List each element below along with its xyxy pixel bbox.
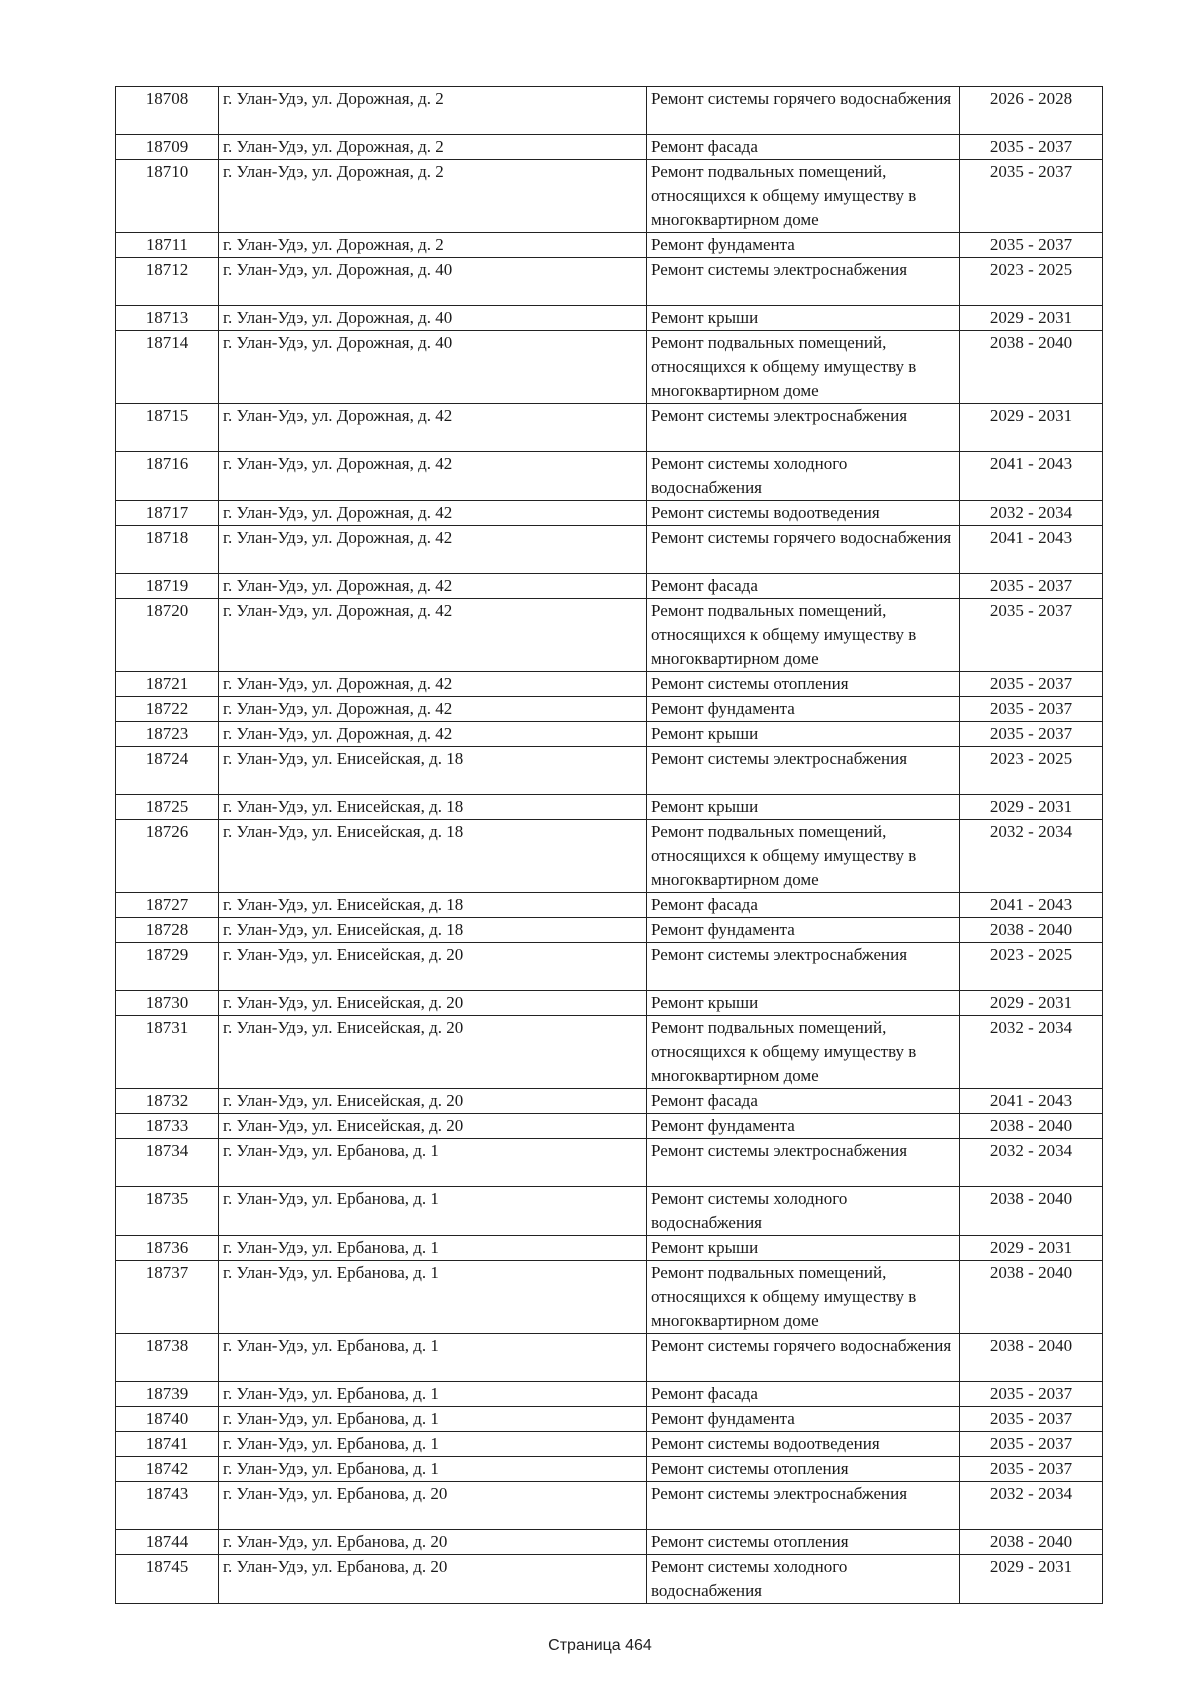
row-address: г. Улан-Удэ, ул. Дорожная, д. 2	[219, 87, 647, 135]
row-number: 18716	[116, 452, 219, 501]
row-number: 18742	[116, 1457, 219, 1482]
row-work-type: Ремонт крыши	[647, 795, 960, 820]
table-row	[116, 501, 1103, 526]
row-address: г. Улан-Удэ, ул. Енисейская, д. 20	[219, 1089, 647, 1114]
row-number: 18713	[116, 306, 219, 331]
row-work-type: Ремонт крыши	[647, 991, 960, 1016]
row-address: г. Улан-Удэ, ул. Енисейская, д. 18	[219, 820, 647, 893]
table-row	[116, 672, 1103, 697]
row-period: 2035 - 2037	[960, 599, 1103, 672]
row-address: г. Улан-Удэ, ул. Енисейская, д. 18	[219, 795, 647, 820]
row-address: г. Улан-Удэ, ул. Дорожная, д. 42	[219, 526, 647, 574]
row-period: 2035 - 2037	[960, 233, 1103, 258]
row-address: г. Улан-Удэ, ул. Дорожная, д. 2	[219, 233, 647, 258]
row-number: 18726	[116, 820, 219, 893]
row-work-type: Ремонт фундамента	[647, 697, 960, 722]
row-period: 2041 - 2043	[960, 1089, 1103, 1114]
table-row	[116, 893, 1103, 918]
row-address: г. Улан-Удэ, ул. Дорожная, д. 42	[219, 404, 647, 452]
row-period: 2038 - 2040	[960, 1261, 1103, 1334]
table-row	[116, 1261, 1103, 1334]
row-number: 18717	[116, 501, 219, 526]
table-row	[116, 747, 1103, 795]
row-address: г. Улан-Удэ, ул. Дорожная, д. 42	[219, 697, 647, 722]
row-address: г. Улан-Удэ, ул. Дорожная, д. 42	[219, 599, 647, 672]
row-number: 18725	[116, 795, 219, 820]
table-row	[116, 1334, 1103, 1382]
row-period: 2038 - 2040	[960, 1334, 1103, 1382]
row-address: г. Улан-Удэ, ул. Ербанова, д. 20	[219, 1482, 647, 1530]
table-row	[116, 1382, 1103, 1407]
row-address: г. Улан-Удэ, ул. Ербанова, д. 20	[219, 1530, 647, 1555]
row-number: 18744	[116, 1530, 219, 1555]
row-work-type: Ремонт крыши	[647, 722, 960, 747]
table-row	[116, 233, 1103, 258]
row-address: г. Улан-Удэ, ул. Енисейская, д. 18	[219, 747, 647, 795]
table-row	[116, 1457, 1103, 1482]
row-address: г. Улан-Удэ, ул. Енисейская, д. 20	[219, 1114, 647, 1139]
table-row	[116, 1407, 1103, 1432]
row-number: 18737	[116, 1261, 219, 1334]
row-work-type: Ремонт фасада	[647, 1382, 960, 1407]
row-period: 2035 - 2037	[960, 1382, 1103, 1407]
row-number: 18732	[116, 1089, 219, 1114]
row-period: 2023 - 2025	[960, 943, 1103, 991]
row-period: 2032 - 2034	[960, 1016, 1103, 1089]
table-row	[116, 1482, 1103, 1530]
table-row	[116, 1139, 1103, 1187]
table-row	[116, 943, 1103, 991]
table-row	[116, 404, 1103, 452]
row-work-type: Ремонт подвальных помещений, относящихся к общему имуществу в многоквартирном доме	[647, 160, 960, 233]
row-period: 2035 - 2037	[960, 722, 1103, 747]
row-number: 18739	[116, 1382, 219, 1407]
row-number: 18721	[116, 672, 219, 697]
row-work-type: Ремонт системы отопления	[647, 672, 960, 697]
row-period: 2035 - 2037	[960, 1407, 1103, 1432]
table-row	[116, 452, 1103, 501]
row-work-type: Ремонт системы электроснабжения	[647, 1482, 960, 1530]
row-address: г. Улан-Удэ, ул. Енисейская, д. 18	[219, 893, 647, 918]
row-number: 18729	[116, 943, 219, 991]
row-period: 2032 - 2034	[960, 501, 1103, 526]
row-work-type: Ремонт фасада	[647, 1089, 960, 1114]
row-number: 18709	[116, 135, 219, 160]
row-address: г. Улан-Удэ, ул. Дорожная, д. 40	[219, 331, 647, 404]
row-number: 18736	[116, 1236, 219, 1261]
row-address: г. Улан-Удэ, ул. Дорожная, д. 40	[219, 258, 647, 306]
row-address: г. Улан-Удэ, ул. Енисейская, д. 20	[219, 991, 647, 1016]
row-work-type: Ремонт системы электроснабжения	[647, 404, 960, 452]
row-number: 18731	[116, 1016, 219, 1089]
row-period: 2029 - 2031	[960, 306, 1103, 331]
row-number: 18720	[116, 599, 219, 672]
table-row	[116, 1236, 1103, 1261]
row-number: 18711	[116, 233, 219, 258]
row-number: 18735	[116, 1187, 219, 1236]
row-period: 2035 - 2037	[960, 1457, 1103, 1482]
row-period: 2029 - 2031	[960, 1236, 1103, 1261]
row-number: 18743	[116, 1482, 219, 1530]
row-period: 2029 - 2031	[960, 795, 1103, 820]
table-row	[116, 820, 1103, 893]
table-row	[116, 331, 1103, 404]
row-period: 2041 - 2043	[960, 526, 1103, 574]
table-row	[116, 697, 1103, 722]
page-number: Страница 464	[548, 1637, 652, 1654]
row-period: 2032 - 2034	[960, 1139, 1103, 1187]
row-work-type: Ремонт системы водоотведения	[647, 501, 960, 526]
table-row	[116, 1114, 1103, 1139]
row-work-type: Ремонт крыши	[647, 306, 960, 331]
row-address: г. Улан-Удэ, ул. Ербанова, д. 1	[219, 1457, 647, 1482]
row-work-type: Ремонт фундамента	[647, 1114, 960, 1139]
table-row	[116, 306, 1103, 331]
repair-schedule-table	[115, 86, 1103, 1604]
row-number: 18710	[116, 160, 219, 233]
row-period: 2035 - 2037	[960, 697, 1103, 722]
row-work-type: Ремонт подвальных помещений, относящихся к общему имуществу в многоквартирном доме	[647, 331, 960, 404]
row-work-type: Ремонт системы электроснабжения	[647, 943, 960, 991]
row-work-type: Ремонт фасада	[647, 135, 960, 160]
row-address: г. Улан-Удэ, ул. Ербанова, д. 1	[219, 1139, 647, 1187]
row-work-type: Ремонт подвальных помещений, относящихся к общему имуществу в многоквартирном доме	[647, 820, 960, 893]
row-number: 18730	[116, 991, 219, 1016]
row-number: 18723	[116, 722, 219, 747]
row-work-type: Ремонт системы водоотведения	[647, 1432, 960, 1457]
row-number: 18719	[116, 574, 219, 599]
table-row	[116, 87, 1103, 135]
row-number: 18718	[116, 526, 219, 574]
row-address: г. Улан-Удэ, ул. Ербанова, д. 1	[219, 1432, 647, 1457]
row-number: 18724	[116, 747, 219, 795]
row-work-type: Ремонт крыши	[647, 1236, 960, 1261]
row-number: 18741	[116, 1432, 219, 1457]
row-number: 18738	[116, 1334, 219, 1382]
row-address: г. Улан-Удэ, ул. Дорожная, д. 42	[219, 672, 647, 697]
table-row	[116, 1530, 1103, 1555]
table-body	[116, 87, 1103, 1604]
row-period: 2029 - 2031	[960, 404, 1103, 452]
row-number: 18740	[116, 1407, 219, 1432]
row-work-type: Ремонт системы холодного водоснабжения	[647, 1555, 960, 1604]
row-work-type: Ремонт системы отопления	[647, 1457, 960, 1482]
row-period: 2035 - 2037	[960, 160, 1103, 233]
row-period: 2038 - 2040	[960, 1187, 1103, 1236]
row-period: 2038 - 2040	[960, 1114, 1103, 1139]
row-work-type: Ремонт системы горячего водоснабжения	[647, 526, 960, 574]
row-number: 18745	[116, 1555, 219, 1604]
table-row	[116, 1089, 1103, 1114]
row-number: 18728	[116, 918, 219, 943]
row-work-type: Ремонт подвальных помещений, относящихся к общему имуществу в многоквартирном доме	[647, 1261, 960, 1334]
row-work-type: Ремонт системы электроснабжения	[647, 258, 960, 306]
row-number: 18715	[116, 404, 219, 452]
row-address: г. Улан-Удэ, ул. Дорожная, д. 2	[219, 160, 647, 233]
row-address: г. Улан-Удэ, ул. Енисейская, д. 20	[219, 943, 647, 991]
row-period: 2023 - 2025	[960, 747, 1103, 795]
table-row	[116, 160, 1103, 233]
row-period: 2041 - 2043	[960, 893, 1103, 918]
row-address: г. Улан-Удэ, ул. Дорожная, д. 40	[219, 306, 647, 331]
row-address: г. Улан-Удэ, ул. Ербанова, д. 1	[219, 1382, 647, 1407]
row-work-type: Ремонт системы горячего водоснабжения	[647, 1334, 960, 1382]
row-period: 2032 - 2034	[960, 1482, 1103, 1530]
row-period: 2035 - 2037	[960, 672, 1103, 697]
row-number: 18734	[116, 1139, 219, 1187]
row-address: г. Улан-Удэ, ул. Ербанова, д. 1	[219, 1236, 647, 1261]
row-period: 2035 - 2037	[960, 1432, 1103, 1457]
row-work-type: Ремонт системы отопления	[647, 1530, 960, 1555]
row-work-type: Ремонт системы холодного водоснабжения	[647, 1187, 960, 1236]
row-address: г. Улан-Удэ, ул. Дорожная, д. 42	[219, 452, 647, 501]
table-row	[116, 258, 1103, 306]
row-work-type: Ремонт подвальных помещений, относящихся к общему имуществу в многоквартирном доме	[647, 599, 960, 672]
row-period: 2023 - 2025	[960, 258, 1103, 306]
row-period: 2038 - 2040	[960, 918, 1103, 943]
table-row	[116, 135, 1103, 160]
table-row	[116, 526, 1103, 574]
table-row	[116, 1016, 1103, 1089]
row-address: г. Улан-Удэ, ул. Дорожная, д. 42	[219, 501, 647, 526]
row-work-type: Ремонт системы холодного водоснабжения	[647, 452, 960, 501]
row-work-type: Ремонт фасада	[647, 893, 960, 918]
row-work-type: Ремонт подвальных помещений, относящихся к общему имуществу в многоквартирном доме	[647, 1016, 960, 1089]
row-period: 2032 - 2034	[960, 820, 1103, 893]
row-work-type: Ремонт системы горячего водоснабжения	[647, 87, 960, 135]
table-row	[116, 991, 1103, 1016]
row-period: 2038 - 2040	[960, 331, 1103, 404]
row-work-type: Ремонт фундамента	[647, 233, 960, 258]
row-number: 18714	[116, 331, 219, 404]
table-row	[116, 1432, 1103, 1457]
table-row	[116, 1555, 1103, 1604]
row-work-type: Ремонт системы электроснабжения	[647, 1139, 960, 1187]
row-number: 18708	[116, 87, 219, 135]
row-address: г. Улан-Удэ, ул. Ербанова, д. 1	[219, 1187, 647, 1236]
row-period: 2041 - 2043	[960, 452, 1103, 501]
row-work-type: Ремонт системы электроснабжения	[647, 747, 960, 795]
row-address: г. Улан-Удэ, ул. Ербанова, д. 1	[219, 1261, 647, 1334]
table-row	[116, 795, 1103, 820]
table-row	[116, 1187, 1103, 1236]
row-period: 2029 - 2031	[960, 991, 1103, 1016]
row-work-type: Ремонт фасада	[647, 574, 960, 599]
table-row	[116, 599, 1103, 672]
row-period: 2035 - 2037	[960, 135, 1103, 160]
row-address: г. Улан-Удэ, ул. Дорожная, д. 42	[219, 574, 647, 599]
row-work-type: Ремонт фундамента	[647, 1407, 960, 1432]
table-row	[116, 722, 1103, 747]
row-number: 18712	[116, 258, 219, 306]
row-address: г. Улан-Удэ, ул. Ербанова, д. 1	[219, 1407, 647, 1432]
row-address: г. Улан-Удэ, ул. Дорожная, д. 2	[219, 135, 647, 160]
row-address: г. Улан-Удэ, ул. Енисейская, д. 18	[219, 918, 647, 943]
table-row	[116, 918, 1103, 943]
row-address: г. Улан-Удэ, ул. Енисейская, д. 20	[219, 1016, 647, 1089]
row-number: 18733	[116, 1114, 219, 1139]
row-work-type: Ремонт фундамента	[647, 918, 960, 943]
row-period: 2035 - 2037	[960, 574, 1103, 599]
row-address: г. Улан-Удэ, ул. Ербанова, д. 1	[219, 1334, 647, 1382]
row-address: г. Улан-Удэ, ул. Ербанова, д. 20	[219, 1555, 647, 1604]
row-number: 18727	[116, 893, 219, 918]
row-number: 18722	[116, 697, 219, 722]
row-period: 2029 - 2031	[960, 1555, 1103, 1604]
table-row	[116, 574, 1103, 599]
row-period: 2026 - 2028	[960, 87, 1103, 135]
row-period: 2038 - 2040	[960, 1530, 1103, 1555]
row-address: г. Улан-Удэ, ул. Дорожная, д. 42	[219, 722, 647, 747]
